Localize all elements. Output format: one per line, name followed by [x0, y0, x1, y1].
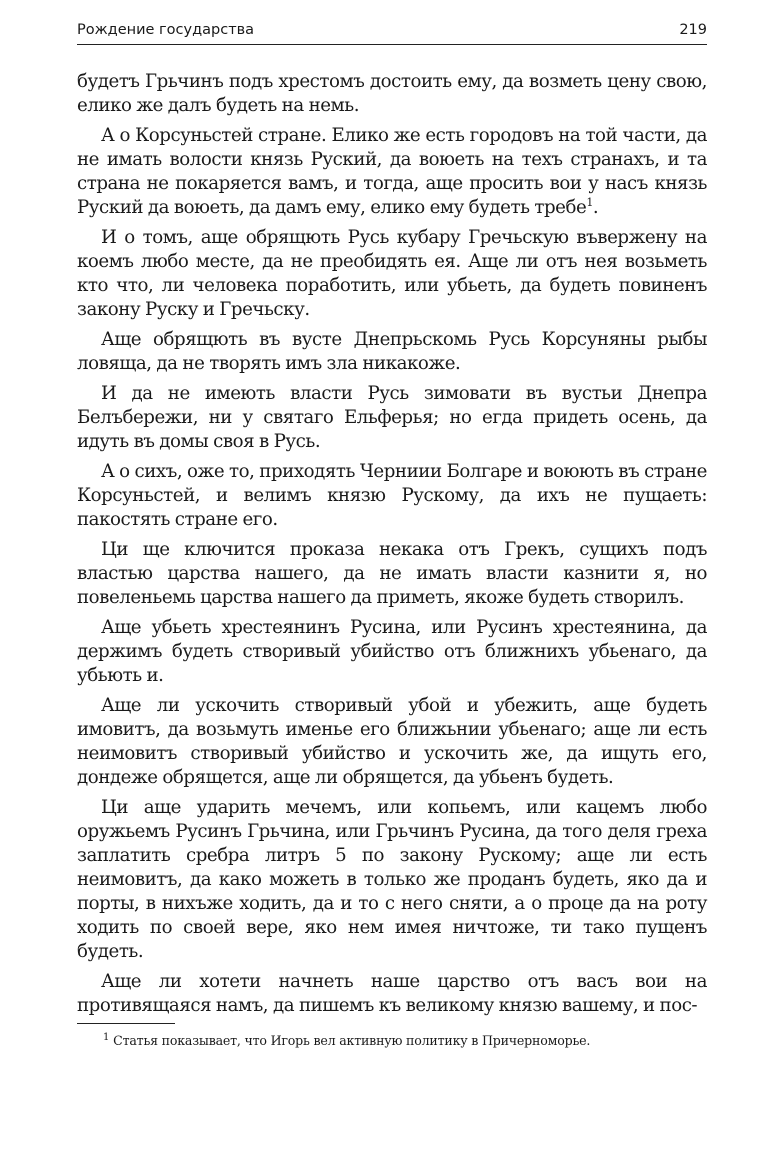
footnote-number: 1 — [103, 1031, 110, 1043]
paragraph: И о томъ, аще обрящють Русь кубару Гречьскую въвержену на коемъ любо месте, да не преобидять ея. Аще ли отъ нея возьметь кто что, ли человека поработить, или убьеть, да будеть повиненъ закону Руску и Гречьску. — [77, 227, 707, 320]
paragraph: будетъ Грьчинъ подъ хрестомъ достоить ему, да возметь цену свою, елико же далъ будеть на немь. — [77, 71, 707, 116]
paragraph: Ци ще ключится проказа некака отъ Грекъ, сущихъ подъ властью царства нашего, да не имать власти казнити я, но повеленьемь царства нашего да приметь, якоже будеть створилъ. — [77, 539, 707, 608]
paragraph: А о Корсуньстей стране. Елико же есть городовъ на той части, да не имать волости князь Руский, да воюеть на техъ странахъ, и та страна не покаряется вамъ, и тогда, аще просить вои у насъ князь Руский да воюеть, да дамъ ему, елико ему будеть требе$^1$. — [77, 125, 707, 218]
paragraph: Аще ли хотети начнеть наше царство отъ васъ вои на противящаяся намъ, да пишемъ къ великому князю вашему, и пос- — [77, 971, 707, 1016]
footnote-text: Статья показывает, что Игорь вел активную политику в Причерноморье. — [113, 1033, 591, 1048]
paragraph: Аще убьеть хрестеянинъ Русина, или Русинъ хрестеянина, да держимъ будеть створивый убийство отъ ближнихъ убьенаго, да убьють и. — [77, 617, 707, 686]
running-header — [77, 20, 707, 45]
running-title: Рождение государства — [77, 22, 255, 38]
main-text — [77, 70, 707, 1024]
paragraph: И да не имеють власти Русь зимовати въ вустьи Днепра Белъбережи, ни у святаго Ельферья; но егда придеть осень, да идуть въ домы своя в Русь. — [77, 383, 707, 452]
paragraph: А о сихъ, оже то, приходять Черниии Болгаре и воюють въ стране Корсуньстей, и велимъ князю Рускому, да ихъ не пущаеть: пакостять стране его. — [77, 461, 707, 530]
footnote-separator — [77, 1023, 175, 1024]
paragraph: Аще ли ускочить створивый убой и убежить, аще будеть имовитъ, да возьмуть именье его ближьнии убьенаго; аще ли есть неимовитъ створивый убийство и ускочить же, да ищуть его, дондеже обрящется, аще ли обрящется, да убьенъ будеть. — [77, 695, 707, 788]
paragraph: Ци аще ударить мечемъ, или копьемъ, или кацемъ любо оружьемъ Русинъ Грьчина, или Грьчинъ Русина, да того деля греха заплатить сребра литръ 5 по закону Рускому; аще ли есть неимовитъ, да како можеть в только же проданъ будеть, яко да и порты, в нихъже ходить, да и то с него сняти, а о проце да на роту ходить по своей вере, яко нем имея ничтоже, ти тако пущенъ будеть. — [77, 797, 707, 962]
paragraph-text: А о Корсуньстей стране. Елико же есть городовъ на той части, да не имать волости князь Руский, да воюеть на техъ странахъ, и та страна не покаряется вамъ, и тогда, аще просить вои у насъ князь Руский да воюеть, да дамъ ему, елико ему будеть требе — [77, 125, 707, 218]
footnote-reference: 1 — [586, 195, 593, 209]
paragraph: Аще обрящють въ вусте Днепрьскомь Русь Корсуняны рыбы ловяща, да не творять имъ зла никакоже. — [77, 329, 707, 374]
footnote — [103, 1032, 713, 1050]
page-number: 219 — [679, 22, 707, 38]
